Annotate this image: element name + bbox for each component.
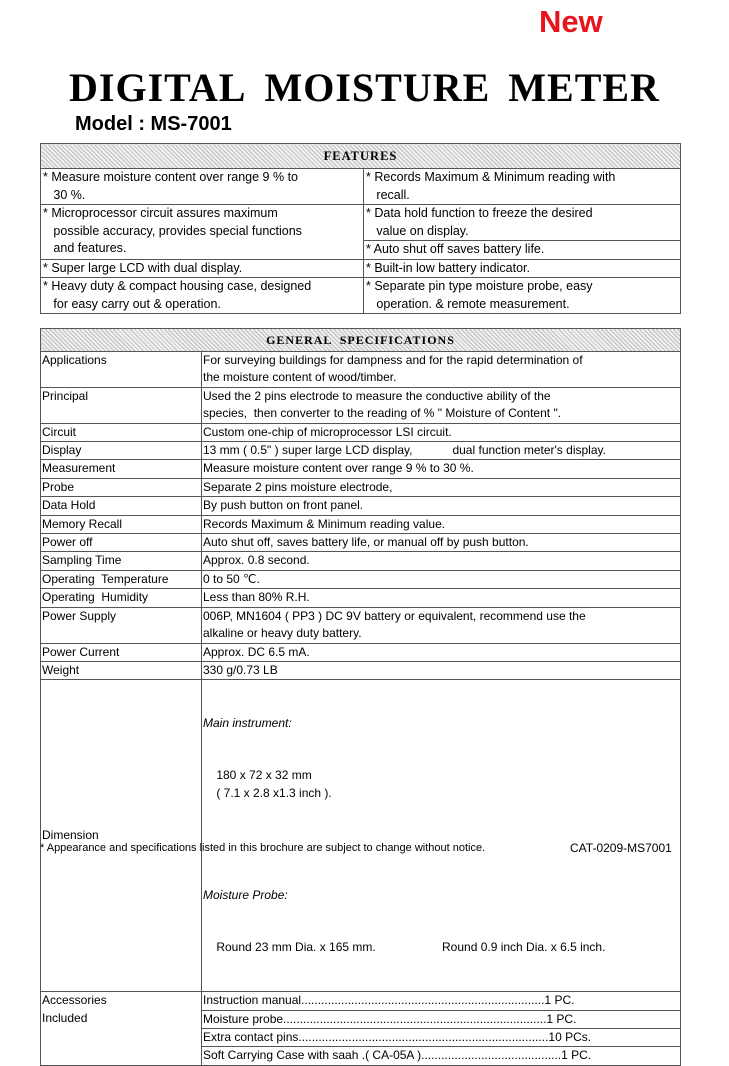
title-word: MOISTURE <box>264 65 491 110</box>
spec-row <box>41 661 681 679</box>
spec-row <box>41 387 681 423</box>
feature-cell: * Measure moisture content over range 9 % to 30 %. <box>41 169 364 205</box>
features-table <box>40 143 681 314</box>
feature-cell: * Data hold function to freeze the desired value on display. <box>364 205 681 241</box>
spec-label: Accessories Included <box>41 992 202 1066</box>
probe-mm: Round 23 mm Dia. x 165 mm. <box>203 940 376 954</box>
spec-value: For surveying buildings for dampness and for the rapid determination of the moisture content of wood/timber. <box>202 352 681 388</box>
spec-label: Circuit <box>41 423 202 441</box>
spec-value: 006P, MN1604 ( PP3 ) DC 9V battery or equivalent, recommend use the alkaline or heavy duty battery. <box>202 607 681 643</box>
spec-value: 330 g/0.73 LB <box>202 661 681 679</box>
feature-cell: * Super large LCD with dual display. <box>41 259 364 278</box>
spec-row <box>41 497 681 515</box>
spec-label: Memory Recall <box>41 515 202 533</box>
spec-label: Weight <box>41 661 202 679</box>
spec-value: 0 to 50 ℃. <box>202 570 681 588</box>
accessory-item: Instruction manual.........................................................................1 PC. <box>202 992 681 1010</box>
accessory-item: Soft Carrying Case with saah .( CA-05A )..........................................1 PC. <box>202 1047 681 1065</box>
spec-label: Operating Humidity <box>41 589 202 607</box>
spec-row <box>41 423 681 441</box>
spec-row <box>41 607 681 643</box>
features-heading: FEATURES <box>41 144 681 169</box>
catalog-code: CAT-0209-MS7001 <box>570 841 672 855</box>
probe-inch: Round 0.9 inch Dia. x 6.5 inch. <box>442 940 606 954</box>
specifications-heading: GENERAL SPECIFICATIONS <box>41 329 681 352</box>
spec-value: Approx. 0.8 second. <box>202 552 681 570</box>
accessory-item: Extra contact pins...........................................................................10 PCs. <box>202 1029 681 1047</box>
feature-cell: * Built-in low battery indicator. <box>364 259 681 278</box>
spec-row <box>41 478 681 496</box>
spec-value: Separate 2 pins moisture electrode, <box>202 478 681 496</box>
title-word: DIGITAL <box>69 65 247 110</box>
document-title <box>0 64 729 111</box>
spec-value: 13 mm ( 0.5" ) super large LCD display, dual function meter's display. <box>202 442 681 460</box>
spec-value: Approx. DC 6.5 mA. <box>202 643 681 661</box>
dimension-main-title: Main instrument: <box>203 716 292 731</box>
spec-row <box>41 643 681 661</box>
spec-row <box>41 442 681 460</box>
spec-value: By push button on front panel. <box>202 497 681 515</box>
spec-row <box>41 589 681 607</box>
dimension-main-lines: 180 x 72 x 32 mm ( 7.1 x 2.8 x1.3 inch ). <box>216 768 332 800</box>
spec-label: Applications <box>41 352 202 388</box>
spec-row <box>41 534 681 552</box>
spec-row <box>41 570 681 588</box>
footer-disclaimer: * Appearance and specifications listed in this brochure are subject to change without notice. <box>40 842 486 854</box>
accessory-item: Moisture probe...............................................................................1 PC. <box>202 1010 681 1028</box>
spec-row <box>41 352 681 388</box>
spec-label: Dimension <box>41 680 202 992</box>
model-number: Model : MS-7001 <box>75 113 232 135</box>
spec-value: Records Maximum & Minimum reading value. <box>202 515 681 533</box>
spec-row <box>41 515 681 533</box>
spec-label: Display <box>41 442 202 460</box>
spec-value: Auto shut off, saves battery life, or manual off by push button. <box>202 534 681 552</box>
spec-label: Operating Temperature <box>41 570 202 588</box>
spec-label: Data Hold <box>41 497 202 515</box>
feature-cell: * Auto shut off saves battery life. <box>364 241 681 260</box>
feature-cell: * Heavy duty & compact housing case, designed for easy carry out & operation. <box>41 278 364 314</box>
feature-cell: * Microprocessor circuit assures maximum possible accuracy, provides special functions and features. <box>41 205 364 260</box>
spec-label: Principal <box>41 387 202 423</box>
spec-value: Custom one-chip of microprocessor LSI circuit. <box>202 423 681 441</box>
feature-cell: * Records Maximum & Minimum reading with recall. <box>364 169 681 205</box>
dimension-probe-title: Moisture Probe: <box>203 887 288 902</box>
spec-rows <box>41 352 681 680</box>
new-badge: New <box>539 4 603 39</box>
specifications-table <box>40 328 681 1066</box>
spec-value: Measure moisture content over range 9 % to 30 %. <box>202 460 681 478</box>
spec-label: Power Supply <box>41 607 202 643</box>
dimension-value <box>202 680 681 992</box>
dimension-probe-row <box>203 939 679 956</box>
feature-cell: * Separate pin type moisture probe, easy operation. & remote measurement. <box>364 278 681 314</box>
spec-label: Probe <box>41 478 202 496</box>
spec-row <box>41 552 681 570</box>
spec-label: Sampling Time <box>41 552 202 570</box>
spec-label: Measurement <box>41 460 202 478</box>
spec-label: Power off <box>41 534 202 552</box>
spec-value: Less than 80% R.H. <box>202 589 681 607</box>
spec-row <box>41 460 681 478</box>
spec-label: Power Current <box>41 643 202 661</box>
spec-value: Used the 2 pins electrode to measure the conductive ability of the species, then converter to the reading of % " Moisture of Content ". <box>202 387 681 423</box>
title-word: METER <box>508 65 660 110</box>
